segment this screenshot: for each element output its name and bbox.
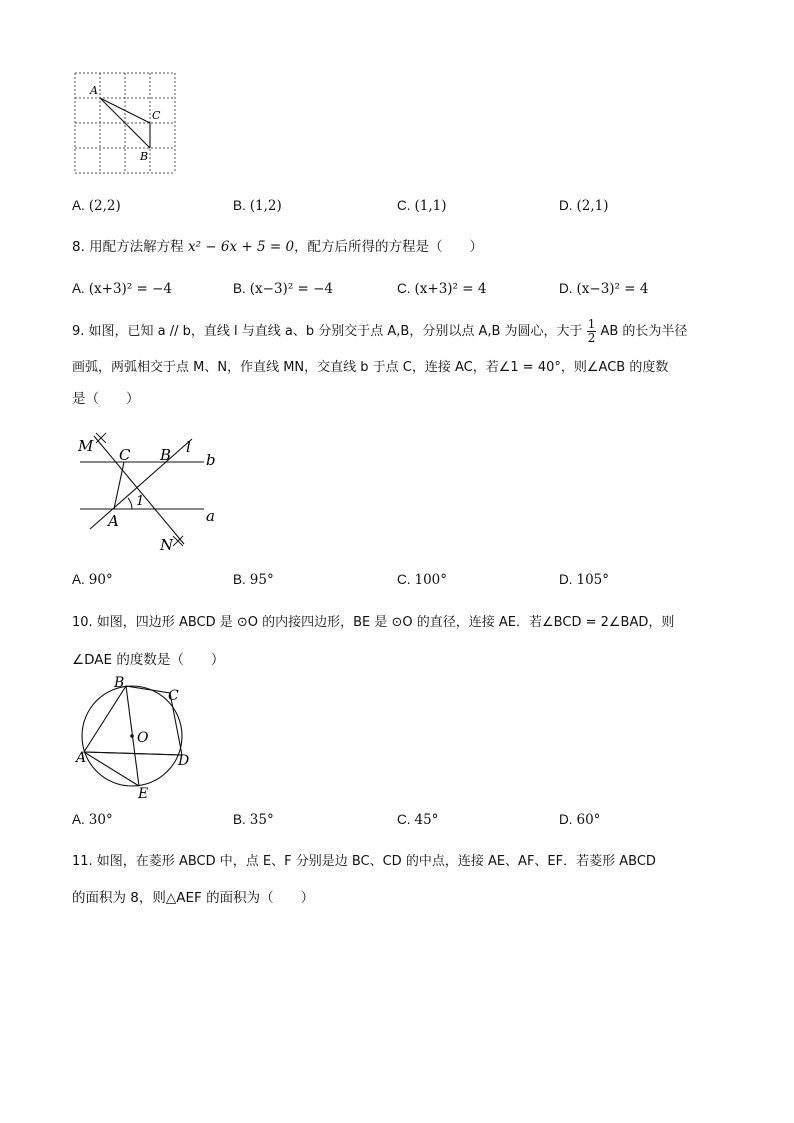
option-value: 105° bbox=[576, 572, 610, 588]
q8-option-c[interactable] bbox=[397, 281, 486, 297]
q9-figure bbox=[72, 430, 232, 558]
q10-option-d[interactable] bbox=[559, 812, 600, 828]
q9-label-A: A bbox=[108, 512, 119, 530]
q10-question-line2 bbox=[72, 650, 224, 670]
q7-option-b[interactable] bbox=[233, 198, 282, 214]
q7-grid-figure bbox=[68, 66, 183, 178]
q8-text-pre: 8. 用配方法解方程 bbox=[72, 239, 188, 255]
option-label: A. bbox=[72, 198, 85, 213]
option-value: (x+3)² = 4 bbox=[414, 281, 487, 297]
q9-text-a: 9. 如图，已知 a // b，直线 l 与直线 a、b 分别交于点 A,B，分别以点 A,B 为圆心，大于 bbox=[72, 324, 583, 339]
q9-text-line2: 画弧，两弧相交于点 M、N，作直线 MN，交直线 b 于点 C，连接 AC，若∠1 = 40°，则∠ACB 的度数 bbox=[72, 360, 669, 375]
option-value: 60° bbox=[576, 812, 601, 828]
q9-label-M: M bbox=[78, 437, 94, 455]
q10-label-A: A bbox=[76, 750, 87, 766]
q9-question-line2 bbox=[72, 358, 668, 378]
q10-label-B: B bbox=[114, 675, 125, 691]
q9-option-c[interactable] bbox=[397, 572, 447, 588]
q8-question bbox=[72, 237, 483, 257]
option-label: A. bbox=[72, 812, 85, 827]
option-label: C. bbox=[397, 281, 411, 296]
q9-label-a: a bbox=[206, 507, 215, 525]
q8-option-b[interactable] bbox=[233, 281, 333, 297]
q10-label-E: E bbox=[138, 786, 149, 802]
q7-label-A: A bbox=[90, 84, 98, 97]
q9-label-b: b bbox=[206, 451, 216, 469]
option-value: 100° bbox=[414, 572, 448, 588]
q9-question-line3 bbox=[72, 389, 140, 409]
option-value: 35° bbox=[249, 812, 274, 828]
q10-circle-figure bbox=[72, 672, 202, 802]
q9-option-d[interactable] bbox=[559, 572, 609, 588]
option-label: D. bbox=[559, 572, 573, 587]
q7-option-a[interactable] bbox=[72, 198, 121, 214]
q9-text-line3: 是（ ） bbox=[72, 391, 140, 407]
q9-fraction bbox=[587, 318, 597, 345]
option-value: (2,2) bbox=[88, 198, 121, 214]
q11-question-line2 bbox=[72, 888, 314, 908]
option-label: C. bbox=[397, 572, 411, 587]
q8-option-a[interactable] bbox=[72, 281, 172, 297]
q9-option-a[interactable] bbox=[72, 572, 113, 588]
option-value: 90° bbox=[88, 572, 113, 588]
q8-equation: x² − 6x + 5 = 0 bbox=[187, 239, 295, 255]
option-value: 95° bbox=[249, 572, 274, 588]
q10-option-b[interactable] bbox=[233, 812, 274, 828]
option-label: B. bbox=[233, 572, 246, 587]
q9-frac-num: 1 bbox=[587, 317, 596, 331]
q9-option-b[interactable] bbox=[233, 572, 274, 588]
q9-text-b: AB 的长为半径 bbox=[600, 324, 688, 339]
q11-question-line1 bbox=[72, 852, 656, 872]
q9-label-B: B bbox=[160, 446, 172, 464]
q9-label-1: 1 bbox=[136, 494, 145, 509]
q7-label-C: C bbox=[152, 109, 161, 122]
q11-text-line2: 的面积为 8，则△AEF 的面积为（ ） bbox=[72, 890, 315, 906]
q7-option-c[interactable] bbox=[397, 198, 447, 214]
q11-text-line1: 11. 如图，在菱形 ABCD 中，点 E、F 分别是边 BC、CD 的中点，连接 AE、AF、EF．若菱形 ABCD bbox=[72, 854, 656, 869]
q9-label-l: l bbox=[186, 438, 191, 456]
option-label: A. bbox=[72, 281, 85, 296]
option-value: 30° bbox=[88, 812, 113, 828]
option-label: B. bbox=[233, 812, 246, 827]
q7-label-B: B bbox=[140, 150, 149, 163]
q10-question-line1 bbox=[72, 613, 674, 633]
option-value: (x−3)² = 4 bbox=[576, 281, 649, 297]
option-value: (x−3)² = −4 bbox=[249, 281, 334, 297]
q8-option-d[interactable] bbox=[559, 281, 648, 297]
option-value: (1,1) bbox=[414, 198, 447, 214]
q10-label-C: C bbox=[168, 688, 179, 704]
q10-text-line2: ∠DAE 的度数是（ ） bbox=[72, 652, 225, 668]
option-label: A. bbox=[72, 572, 85, 587]
option-label: C. bbox=[397, 198, 411, 213]
option-label: D. bbox=[559, 812, 573, 827]
q9-question-line1 bbox=[72, 318, 687, 346]
option-label: D. bbox=[559, 281, 573, 296]
option-label: B. bbox=[233, 281, 246, 296]
option-value: (x+3)² = −4 bbox=[88, 281, 173, 297]
q10-option-c[interactable] bbox=[397, 812, 438, 828]
option-value: 45° bbox=[414, 812, 439, 828]
q10-label-O: O bbox=[137, 730, 149, 746]
q10-text-line1: 10. 如图，四边形 ABCD 是 ⊙O 的内接四边形，BE 是 ⊙O 的直径，连接 AE．若∠BCD = 2∠BAD，则 bbox=[72, 615, 675, 630]
q9-label-N: N bbox=[160, 536, 174, 554]
option-value: (2,1) bbox=[576, 198, 609, 214]
q7-option-d[interactable] bbox=[559, 198, 609, 214]
q9-frac-den: 2 bbox=[587, 331, 596, 345]
option-label: B. bbox=[233, 198, 246, 213]
option-label: C. bbox=[397, 812, 411, 827]
q10-option-a[interactable] bbox=[72, 812, 113, 828]
option-value: (1,2) bbox=[249, 198, 282, 214]
q10-label-D: D bbox=[178, 753, 190, 769]
option-label: D. bbox=[559, 198, 573, 213]
q9-label-C: C bbox=[119, 446, 131, 464]
q8-text-post: ，配方后所得的方程是（ ） bbox=[294, 239, 484, 255]
